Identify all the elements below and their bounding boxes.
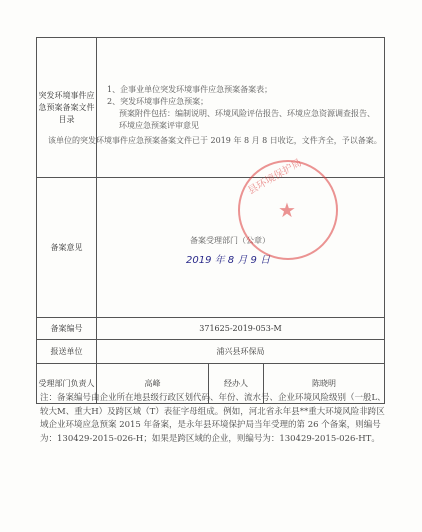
handler-label: 经办人 <box>209 364 264 404</box>
dept-head-value: 高峰 <box>97 364 209 404</box>
directory-item-2: 2、突发环境事件应急预案； <box>107 96 209 106</box>
handler-value: 陈晓明 <box>264 364 385 404</box>
directory-item-3: 预案附件包括：编制说明、环境风险评估报告、环境应急资源调查报告、环境应急预案评审意见 <box>119 108 375 130</box>
seal-star-icon: ★ <box>278 198 296 222</box>
seal-text: 县环境保护局 <box>246 157 304 197</box>
record-no-label: 备案编号 <box>37 318 97 340</box>
directory-item-1: 1、企事业单位突发环境事件应急预案备案表； <box>107 84 273 94</box>
record-no-value: 371625-2019-053-M <box>97 318 385 340</box>
report-unit-value: 浦兴县环保局 <box>97 340 385 364</box>
opinion-label: 备案意见 <box>37 178 97 318</box>
footnote: 注：备案编号由企业所在地县级行政区划代码、年份、流水号、企业环境风险级别（一般L、较大M、重大H）及跨区域（T）表征字母组成。例如，河北省永年县**重大环境风险非跨区域企业环境应急预案 2015 年备案，是永年县环境保护局当年受理的第 26 个备案，则编号为：130429-2015-026-H；如果是跨区域的企业，则编号为：130429-2015-026-HT。 <box>40 393 386 444</box>
opinion-dept: 备案受理部门（公章） <box>190 236 270 245</box>
official-seal <box>238 157 338 260</box>
directory-list <box>97 38 385 178</box>
dept-head-label: 受理部门负责人 <box>37 364 97 404</box>
opinion-handwritten-date: 2019 年 8 月 9 日 <box>186 255 271 266</box>
report-unit-label: 报送单位 <box>37 340 97 364</box>
opinion-text: 该单位的突发环境事件应急预案备案文件已于 2019 年 8 月 8 日收讫，文件齐全，予以备案。 <box>48 136 382 145</box>
directory-label: 突发环境事件应急预案备案文件目录 <box>37 38 97 178</box>
